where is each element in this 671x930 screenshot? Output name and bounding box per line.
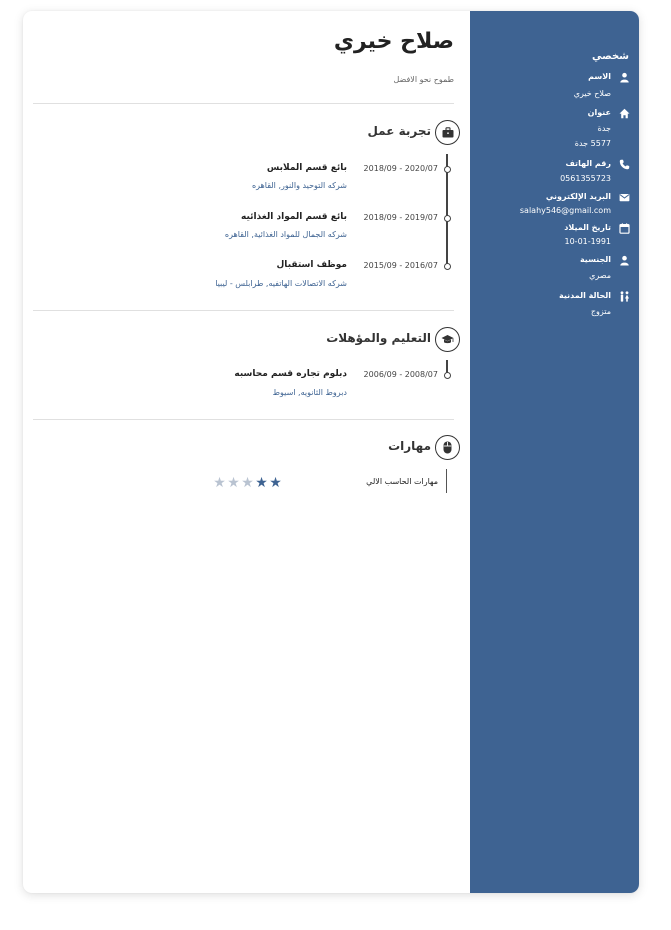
experience-company: شركه الاتصالات الهاتفيه, طرابلس - ليبيا [215,279,347,288]
birthdate-label: تاريخ الميلاد [564,223,611,232]
timeline-dot [444,372,451,379]
section-divider [33,419,454,420]
experience-job-title: بائع قسم الملابس [266,163,347,173]
timeline-dot [444,215,451,222]
skills-marker [446,469,447,493]
home-icon [619,108,630,119]
experience-job-title: بائع قسم المواد الغذائيه [241,212,347,222]
name-label: الاسم [588,72,611,81]
person-icon [619,72,630,83]
education-date: 2006/09 - 2008/07 [363,370,438,379]
experience-job-title: موظف استقبال [276,260,347,270]
person-icon [619,255,630,266]
address-label: عنوان [587,108,611,117]
education-school: دبروط الثانويه, اسيوط [272,388,347,397]
graduation-cap-icon [435,327,460,352]
timeline-dot [444,263,451,270]
star-filled-icon: ★ [255,475,269,491]
section-divider [33,310,454,311]
marital-status-label: الحالة المدنية [558,291,611,300]
star-empty-icon: ★ [241,475,255,491]
name-value: صلاح خيري [573,89,611,98]
education-title: التعليم والمؤهلات [326,331,431,345]
resume-card [23,11,639,893]
marital-status-value: متزوج [590,307,611,316]
phone-value: 0561355723 [560,174,611,183]
experience-company: شركه التوحيد والنور, القاهره [251,181,347,190]
experience-company: شركه الجمال للمواد الغذائية, القاهره [224,230,347,239]
email-label: البريد الإلكتروني [545,192,611,201]
star-empty-icon: ★ [227,475,241,491]
experience-date: 2015/09 - 2016/07 [363,261,438,270]
phone-label: رقم الهاتف [565,159,611,168]
star-empty-icon: ★ [213,475,227,491]
nationality-value: مصري [589,271,611,280]
email-value: salahy546@gmail.com [519,206,611,215]
address-line2: 5577 جدة [574,139,611,148]
experience-date: 2018/09 - 2020/07 [363,164,438,173]
mouse-icon [435,435,460,460]
resume-name: صلاح خيري [333,29,454,54]
timeline-dot [444,166,451,173]
couple-icon [619,291,630,302]
envelope-icon [619,192,630,203]
briefcase-icon [435,120,460,145]
skill-name: مهارات الحاسب الالي [366,477,438,486]
birthdate-value: 10-01-1991 [564,237,611,246]
phone-icon [619,159,630,170]
skill-rating [213,475,283,491]
calendar-icon [619,223,630,234]
resume-tagline: طموح نحو الافضل [393,75,454,84]
star-filled-icon: ★ [269,475,283,491]
main-content [23,11,470,893]
address-line1: جدة [597,124,611,133]
personal-sidebar [470,11,639,893]
header-divider [33,103,454,104]
education-degree: دبلوم تجاره قسم محاسبه [234,369,347,379]
nationality-label: الجنسية [579,255,611,264]
sidebar-title: شخصي [591,51,629,62]
experience-date: 2018/09 - 2019/07 [363,213,438,222]
skills-title: مهارات [388,439,431,453]
experience-title: تجربة عمل [367,124,431,138]
